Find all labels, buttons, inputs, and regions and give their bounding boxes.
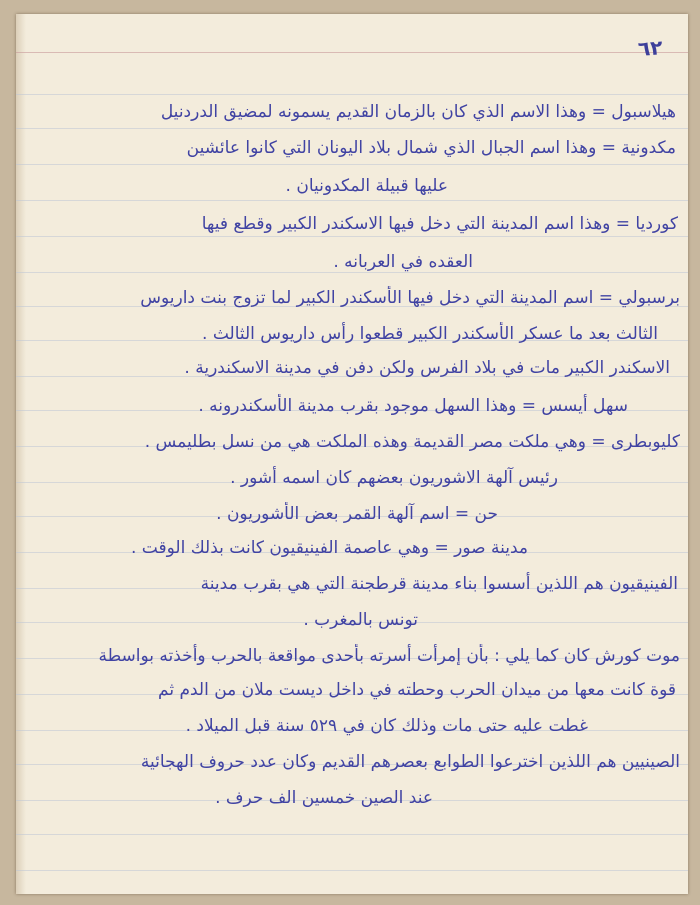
handwritten-line: الثالث بعد ما عسكر الأسكندر الكبير قطعوا رأس داريوس الثالث .	[202, 324, 658, 344]
ruled-line	[16, 870, 688, 871]
handwritten-line: تونس بالمغرب .	[303, 610, 418, 630]
handwritten-line: كليوبطرى = وهي ملكت مصر القديمة وهذه الملكت هي من نسل بطليمس .	[144, 432, 680, 452]
handwritten-line: رئيس آلهة الاشوريون بعضهم كان اسمه أشور .	[230, 468, 558, 488]
handwritten-line: عليها قبيلة المكدونيان .	[285, 176, 448, 196]
handwritten-line: قوة كانت معها من ميدان الحرب وحطته في داخل ديست ملان من الدم ثم	[158, 680, 676, 700]
ruled-line	[16, 164, 688, 165]
handwritten-line: الصينيين هم اللذين اخترعوا الطوابع بعصرهم القديم وكان عدد حروف الهجائية	[140, 752, 680, 772]
handwritten-line: غطت عليه حتى مات وذلك كان في ٥٢٩ سنة قبل الميلاد .	[185, 716, 588, 736]
ruled-line	[16, 200, 688, 201]
ruled-line	[16, 94, 688, 95]
handwritten-line: حن = اسم آلهة القمر بعض الأشوريون .	[216, 504, 498, 524]
ruled-line	[16, 128, 688, 129]
handwritten-line: العقده في العربانه .	[333, 252, 473, 272]
handwritten-line: برسبولي = اسم المدينة التي دخل فيها الأسكندر الكبير لما تزوج بنت داريوس	[140, 288, 680, 308]
notebook-page	[16, 14, 688, 894]
ruled-line	[16, 52, 688, 53]
handwritten-line: الاسكندر الكبير مات في بلاد الفرس ولكن دفن في مدينة الاسكندرية .	[184, 358, 670, 378]
handwritten-line: مدينة صور = وهي عاصمة الفينيقيون كانت بذلك الوقت .	[130, 538, 528, 558]
handwritten-line: عند الصين خمسين الف حرف .	[215, 788, 433, 808]
ruled-line	[16, 236, 688, 237]
handwritten-line: موت كورش كان كما يلي : بأن إمرأت أسرته بأحدى مواقعة بالحرب وأخذته بواسطة	[98, 646, 680, 666]
handwritten-line: هيلاسبول = وهذا الاسم الذي كان بالزمان القديم يسمونه لمضيق الدردنيل	[160, 102, 676, 122]
ruled-line	[16, 834, 688, 835]
handwritten-line: الفينيقيون هم اللذين أسسوا بناء مدينة قرطجنة التي هي بقرب مدينة	[200, 574, 678, 594]
handwritten-line: مكدونية = وهذا اسم الجبال الذي شمال بلاد اليونان التي كانوا عائشين	[186, 138, 676, 158]
page-edge-shadow	[16, 14, 26, 894]
handwritten-line: سهل أيسس = وهذا السهل موجود بقرب مدينة الأسكندرونه .	[198, 396, 628, 416]
handwritten-line: كورديا = وهذا اسم المدينة التي دخل فيها الاسكندر الكبير وقطع فيها	[201, 214, 678, 234]
page-number: ٦٢	[637, 35, 664, 61]
